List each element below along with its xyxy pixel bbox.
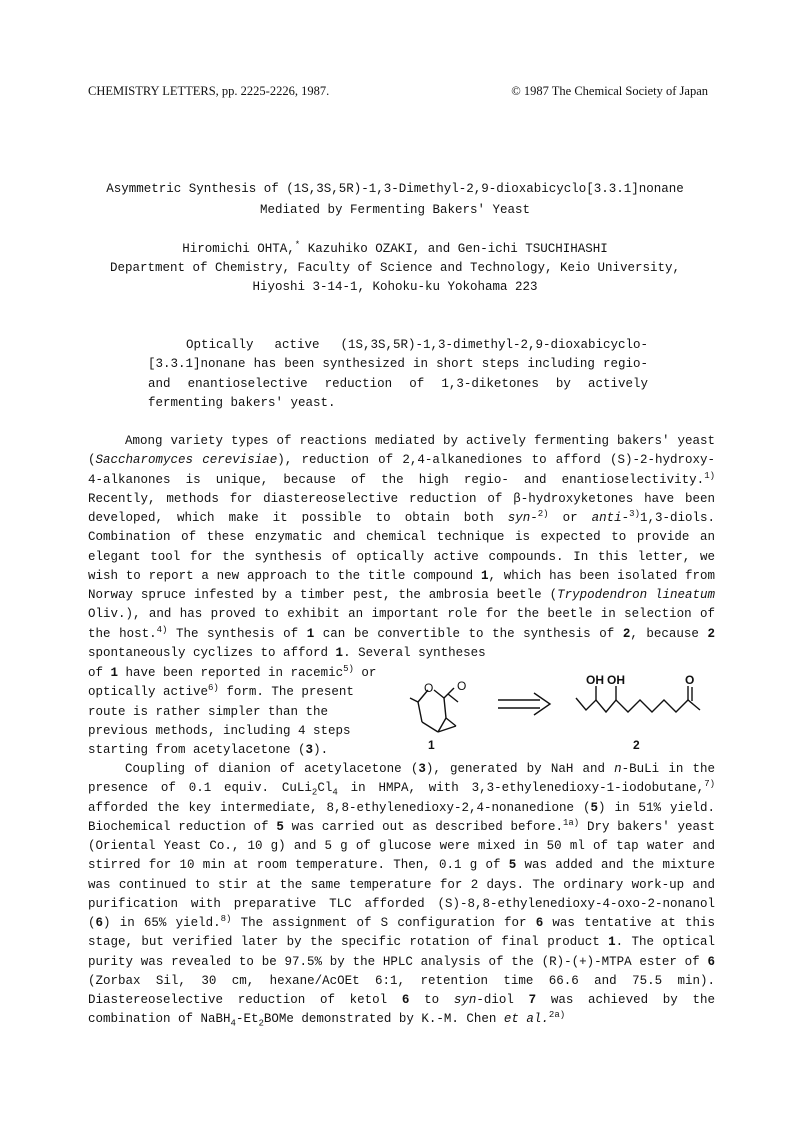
article-title — [60, 179, 730, 221]
hydroxyl-label-2: OH — [607, 673, 625, 687]
corresponding-author-mark: * — [294, 239, 301, 250]
ring-oxygen-label-2: O — [457, 679, 467, 693]
hydroxyl-label-1: OH — [586, 673, 604, 687]
author-address: Hiyoshi 3-14-1, Kohoku-ku Yokohama 223 — [252, 280, 538, 294]
body-text-beside-scheme: of 1 have been reported in racemic$^{5)}$ or optically active$^{6)}$ form. The present route is rather simpler than the previous methods, including 4 steps starting from acetylacetone (3). — [88, 663, 377, 757]
ring-oxygen-label-1: O — [424, 681, 434, 695]
retrosynthesis-scheme — [400, 660, 720, 760]
paragraph-2: Coupling of dianion of acetylacetone (3), generated by NaH and n-BuLi in the presence of 0.1 equiv. $CuLi_2Cl_4$ in HMPA, with 3,3-ethylenedioxy-1-iodobutane,$^{7)}$ afforded the key intermediate, 8,8-ethylenedioxy-2,4-nonanedione (5) in 51% yield. Biochemical reduction of 5 was carried out as described before.$^{1a)}$ Dry bakers' yeast (Oriental Yeast Co., 10 g) and 5 g of glucose were mixed in 50 ml of tap water and stirred for 10 min at room temperature. Then, 0.1 g of 5 was added and the mixture was continued to stir at the same temperature for 2 days. The ordinary work-up and purification with preparative TLC afforded (S)-8,8-ethylenedioxy-4-oxo-2-nonanol (6) in 65% yield.$^{8)}$ The assignment of S configuration for 6 was tentative at this stage, but verified later by the specific rotation of final product 1. The optical purity was revealed to be 97.5% by the HPLC analysis of the (R)-(+)-MTPA ester of 6 (Zorbax Sil, 30 cm, hexane/AcOEt 6:1, retention time 66.6 and 75.5 min). Diastereoselective reduction of ketol 6 to syn-diol 7 was achieved by the combination of $NaBH_4-Et_2BOMe$ demonstrated by K.-M. Chen et al.$^{2a)}$ — [88, 762, 716, 1029]
paragraph-1: Among variety types of reactions mediated by actively fermenting bakers' yeast (Saccharomyces cerevisiae), reduction of 2,4-alkanediones to afford (S)-2-hydroxy-4-alkanones is unique, because of the high regio- and enantioselectivity.$^{1)}$ Recently, methods for diastereoselective reduction of β-hydroxyketones have been developed, which make it possible to obtain both syn-$^{2)}$ or anti-$^{3)}$1,3-diols. Combination of these enzymatic and chemical technique is expected to provide an elegant tool for the synthesis of optically active compounds. In this letter, we wish to report a new approach to the title compound 1, which has been isolated from Norway spruce infested by a timber pest, the ambrosia beetle (Trypodendron lineatum Oliv.), and has proved to exhibit an important role for the beetle in selection of the host.$^{4)}$ The synthesis of 1 can be convertible to the synthesis of 2, because 2 spontaneously cyclizes to afford 1. Several syntheses — [88, 434, 716, 660]
title-line-2: Mediated by Fermenting Bakers' Yeast — [259, 203, 531, 217]
body-text-part-1 — [88, 432, 715, 663]
bicyclic-structure-1 — [410, 688, 458, 732]
abstract: Optically active (1S,3S,5R)-1,3-dimethyl-2,9-dioxabicyclo-[3.3.1]nonane has been synthesized in short steps including regio- and enantioselective reduction of 1,3-diketones by actively fermenting bakers' yeast. — [148, 338, 648, 410]
open-chain-structure-2 — [576, 686, 700, 712]
author-department: Department of Chemistry, Faculty of Science and Technology, Keio University, — [109, 261, 681, 275]
title-line-1: Asymmetric Synthesis of (1S,3S,5R)-1,3-Dimethyl-2,9-dioxabicyclo[3.3.1]nonane — [106, 182, 684, 196]
compound-label-1: 1 — [428, 738, 435, 752]
ketone-oxygen-label: O — [685, 673, 695, 687]
copyright-notice: © 1987 The Chemical Society of Japan — [511, 84, 708, 98]
running-header — [88, 84, 708, 102]
author-block — [60, 240, 730, 297]
scheme-graphic — [400, 660, 720, 760]
journal-citation: CHEMISTRY LETTERS, pp. 2225-2226, 1987. — [88, 84, 330, 98]
body-text-part-2 — [88, 760, 715, 1030]
author-names: Hiromichi OHTA,* Kazuhiko OZAKI, and Gen-ichi TSUCHIHASHI — [182, 239, 608, 256]
compound-label-2: 2 — [633, 738, 640, 752]
retrosynthesis-arrow — [498, 693, 550, 715]
